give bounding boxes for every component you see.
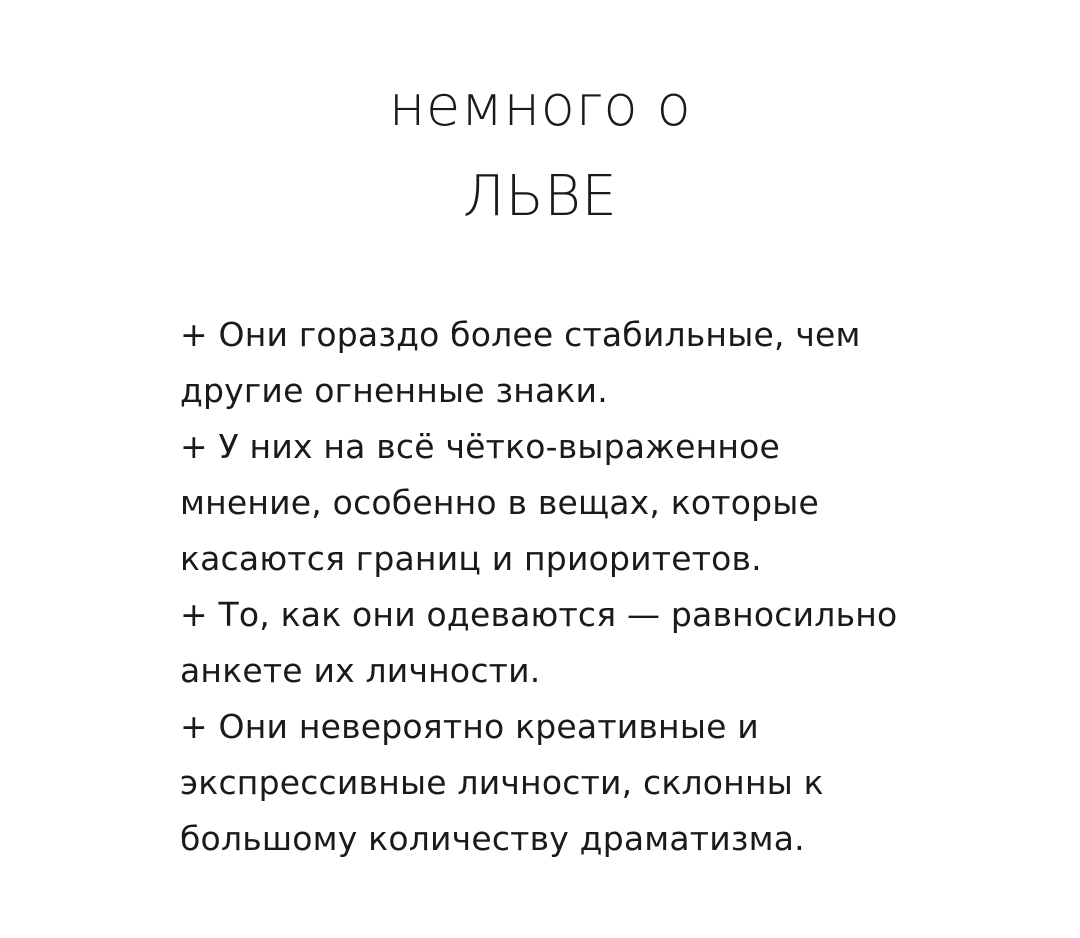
- fact-line: большому количеству драматизма.: [180, 819, 805, 858]
- fact-line: + То, как они одеваются — равносильно: [180, 595, 898, 634]
- fact-item-1: [180, 307, 1040, 419]
- fact-line: анкете их личности.: [180, 651, 541, 690]
- fact-line: + Они гораздо более стабильные, чем: [180, 315, 861, 354]
- fact-line: + У них на всё чётко-выраженное: [180, 427, 781, 466]
- title-line-1: немного о: [388, 74, 692, 139]
- fact-item-2: [180, 419, 1040, 587]
- fact-line: мнение, особенно в вещах, которые: [180, 483, 820, 522]
- fact-line: + Они невероятно креативные и: [180, 707, 759, 746]
- fact-line: другие огненные знаки.: [180, 371, 608, 410]
- title-line-2: ЛЬВЕ: [462, 164, 618, 229]
- facts-list: [180, 307, 1040, 867]
- page-title: [0, 62, 1080, 242]
- fact-line: касаются границ и приоритетов.: [180, 539, 762, 578]
- fact-line: экспрессивные личности, склонны к: [180, 763, 824, 802]
- fact-item-3: [180, 587, 1040, 699]
- fact-item-4: [180, 699, 1040, 867]
